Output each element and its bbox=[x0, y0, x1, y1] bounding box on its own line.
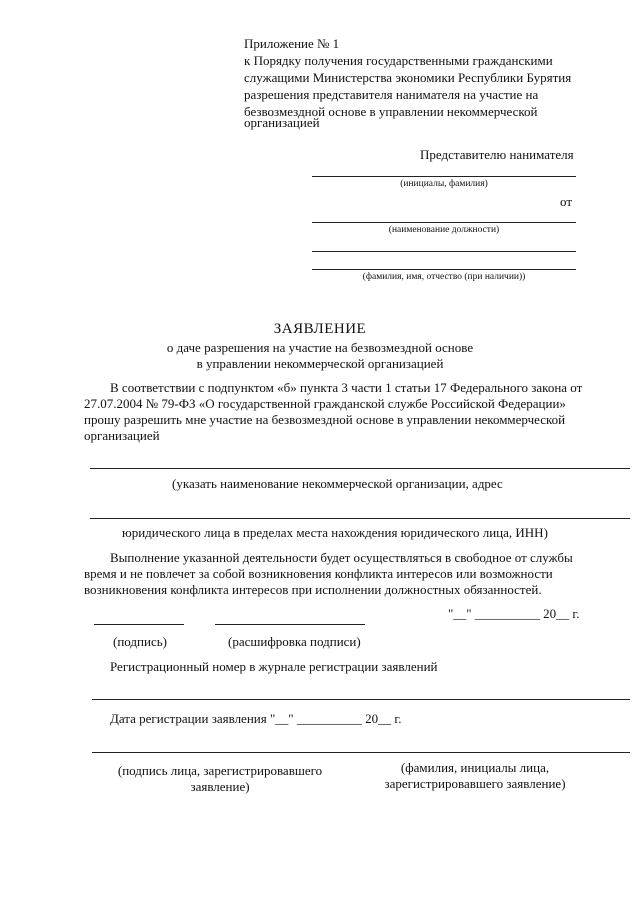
registration-number-line bbox=[92, 699, 630, 700]
initials-caption: (инициалы, фамилия) bbox=[400, 179, 488, 189]
registrar-name-caption: зарегистрировавшего заявление) bbox=[384, 776, 566, 791]
appendix-title: Приложение № 1 bbox=[244, 36, 340, 51]
statement-subtitle: о даче разрешения на участие на безвозмездной основе bbox=[166, 340, 474, 355]
decoding-caption: (расшифровка подписи) bbox=[228, 634, 361, 649]
organization-line-2 bbox=[90, 518, 630, 519]
appendix-line: к Порядку получения государственными гражданскими bbox=[244, 53, 553, 68]
appendix-line: безвозмездной основе в управлении некоммерческой bbox=[244, 104, 538, 119]
paragraph-line: прошу разрешить мне участие на безвозмездной основе в управлении некоммерческой bbox=[84, 412, 566, 427]
paragraph-line: 27.07.2004 № 79-ФЗ «О государственной гражданской службе Российской Федерации» bbox=[84, 396, 566, 411]
statement-date: "__" __________ 20__ г. bbox=[448, 606, 580, 621]
registrar-signature-caption: (подпись лица, зарегистрировавшего bbox=[117, 763, 323, 778]
registration-date-label: Дата регистрации заявления "__" __________ 20__ г. bbox=[110, 711, 402, 726]
fio-line-1 bbox=[312, 251, 576, 252]
registrar-signature-caption: заявление) bbox=[190, 779, 250, 794]
decoding-line bbox=[215, 624, 365, 625]
paragraph-line: В соответствии с подпунктом «б» пункта 3 части 1 статьи 17 Федерального закона от bbox=[110, 380, 583, 395]
registrar-name-caption: (фамилия, инициалы лица, bbox=[400, 760, 550, 775]
fio-caption: (фамилия, имя, отчество (при наличии)) bbox=[362, 272, 526, 282]
position-line bbox=[312, 222, 576, 223]
paragraph-line: организацией bbox=[84, 428, 160, 443]
appendix-line: разрешения представителя нанимателя на участие на bbox=[244, 87, 539, 102]
organization-caption: (указать наименование некоммерческой организации, адрес bbox=[172, 476, 503, 491]
registration-signature-line bbox=[92, 752, 630, 753]
addressee-from: от bbox=[560, 194, 573, 209]
initials-line bbox=[312, 176, 576, 177]
statement-title: ЗАЯВЛЕНИЕ bbox=[273, 321, 367, 337]
registration-number-label: Регистрационный номер в журнале регистрации заявлений bbox=[110, 659, 438, 674]
paragraph-line: возникновения конфликта интересов при исполнении должностных обязанностей. bbox=[84, 582, 542, 597]
fio-line-2 bbox=[312, 269, 576, 270]
signature-line bbox=[94, 624, 184, 625]
organization-caption: юридического лица в пределах места нахождения юридического лица, ИНН) bbox=[122, 525, 548, 540]
statement-subtitle: в управлении некоммерческой организацией bbox=[196, 356, 444, 371]
addressee-to: Представителю нанимателя bbox=[420, 147, 574, 162]
organization-line-1 bbox=[90, 468, 630, 469]
paragraph-line: время и не повлечет за собой возникновения конфликта интересов или возможности bbox=[84, 566, 553, 581]
paragraph-line: Выполнение указанной деятельности будет осуществляться в свободное от службы bbox=[110, 550, 573, 565]
position-caption: (наименование должности) bbox=[388, 225, 500, 235]
appendix-line: служащими Министерства экономики Республики Бурятия bbox=[244, 70, 572, 85]
signature-caption: (подпись) bbox=[113, 634, 167, 649]
appendix-line: организацией bbox=[244, 115, 320, 130]
